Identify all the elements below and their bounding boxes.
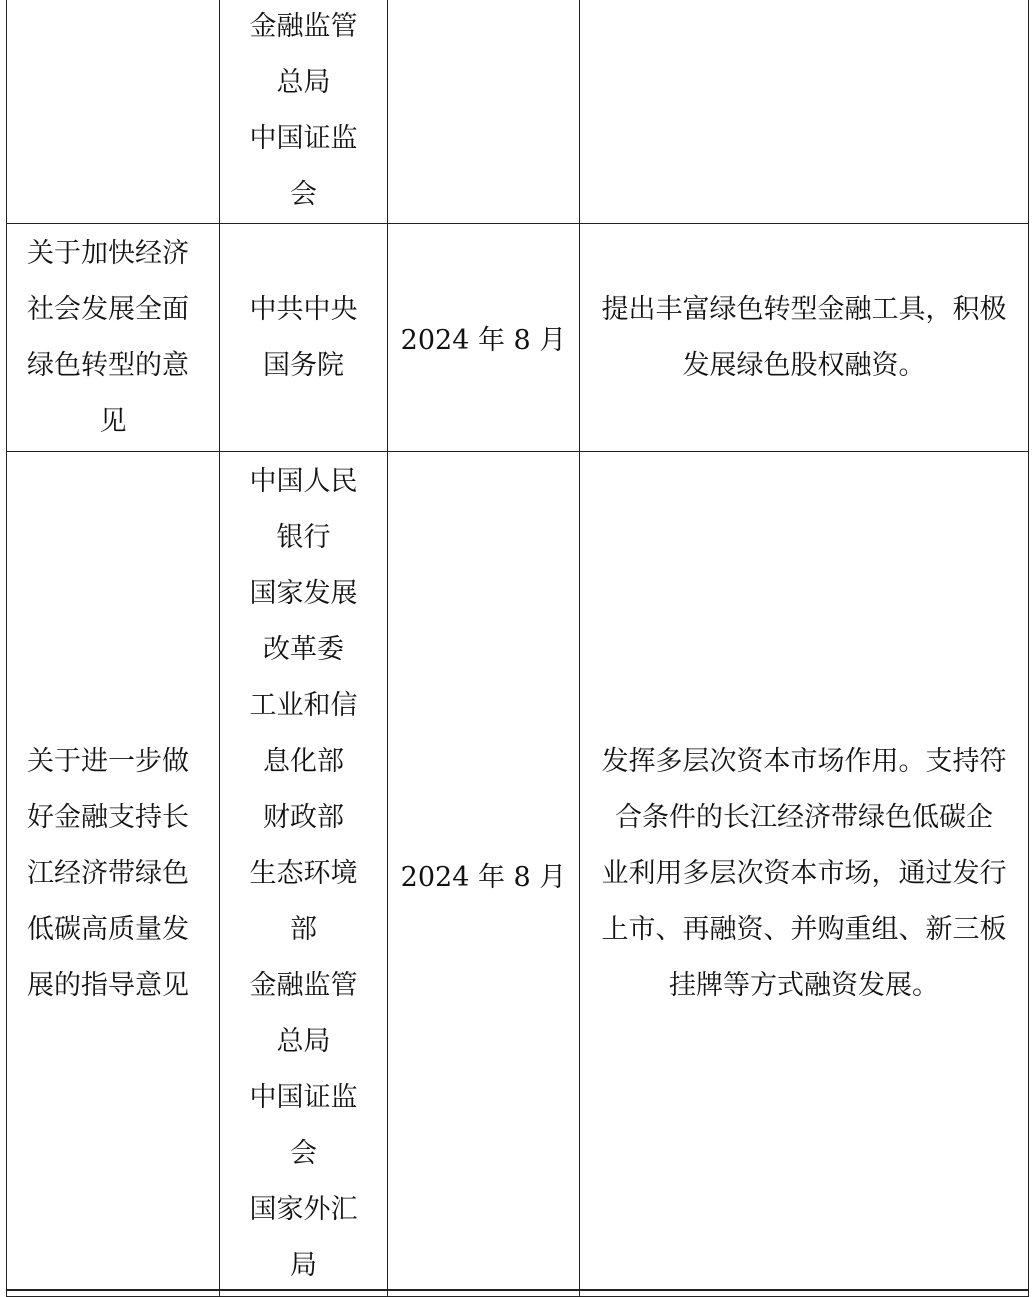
issue-date: 2024 年 8 月 bbox=[400, 861, 567, 893]
summary-line: 业利用多层次资本市场，通过发行 bbox=[601, 858, 1007, 889]
issue-date-cell bbox=[388, 452, 580, 1297]
issue-date-cell bbox=[388, 0, 580, 224]
policy-summary-cell bbox=[580, 224, 1029, 452]
issuing-agency-cell bbox=[220, 452, 388, 1297]
agency-line: 工业和信 bbox=[249, 690, 358, 721]
issue-date-cell bbox=[388, 224, 580, 452]
table-row bbox=[7, 452, 1029, 1297]
agency-line: 银行 bbox=[276, 522, 331, 553]
table-bottom-rule bbox=[6, 1289, 1028, 1291]
policy-name-line: 展的指导意见 bbox=[27, 970, 189, 1001]
agency-line: 中国证监 bbox=[249, 1082, 358, 1113]
policy-name-line: 社会发展全面 bbox=[27, 293, 189, 325]
agency-line: 生态环境 bbox=[249, 858, 358, 889]
issuing-agency-cell bbox=[220, 224, 388, 452]
policy-name-cell bbox=[7, 0, 220, 224]
agency-line: 中国人民 bbox=[249, 466, 358, 497]
agency-line: 国务院 bbox=[263, 349, 344, 381]
agency-line: 中共中央 bbox=[249, 293, 358, 325]
agency-line: 会 bbox=[290, 179, 317, 210]
table-row bbox=[7, 224, 1029, 452]
agency-line: 金融监管 bbox=[249, 970, 358, 1001]
policy-name-line: 关于加快经济 bbox=[27, 237, 189, 269]
issue-date: 2024 年 8 月 bbox=[400, 325, 567, 356]
agency-line: 金融监管 bbox=[249, 11, 358, 42]
summary-line: 挂牌等方式融资发展。 bbox=[669, 970, 939, 1001]
agency-line: 财政部 bbox=[263, 802, 344, 833]
policy-name-cell bbox=[7, 224, 220, 452]
policy-name-line: 江经济带绿色 bbox=[27, 858, 189, 889]
table-row bbox=[7, 0, 1029, 224]
policy-summary-cell bbox=[580, 0, 1029, 224]
policy-name-line: 关于进一步做 bbox=[27, 746, 189, 777]
agency-line: 息化部 bbox=[263, 746, 344, 777]
summary-line: 上市、再融资、并购重组、新三板 bbox=[601, 914, 1007, 945]
agency-line: 国家外汇 bbox=[249, 1194, 358, 1225]
agency-line: 总局 bbox=[276, 1026, 331, 1057]
summary-line: 发展绿色股权融资。 bbox=[682, 349, 926, 381]
policy-summary-cell bbox=[580, 452, 1029, 1297]
policy-name-line: 低碳高质量发 bbox=[27, 914, 189, 945]
agency-line: 局 bbox=[290, 1250, 317, 1281]
summary-line: 合条件的长江经济带绿色低碳企 bbox=[615, 802, 993, 833]
agency-line: 改革委 bbox=[263, 634, 344, 665]
policy-name-line: 绿色转型的意 bbox=[27, 349, 189, 381]
agency-line: 中国证监 bbox=[249, 123, 358, 154]
issuing-agency-cell bbox=[220, 0, 388, 224]
policy-name-line: 好金融支持长 bbox=[27, 802, 189, 833]
policy-name-line: 见 bbox=[99, 405, 127, 437]
policy-name-cell bbox=[7, 452, 220, 1297]
summary-line: 发挥多层次资本市场作用。支持符 bbox=[601, 746, 1007, 777]
agency-line: 国家发展 bbox=[249, 578, 358, 609]
policy-table bbox=[6, 0, 1029, 1297]
agency-line: 总局 bbox=[276, 67, 331, 98]
summary-line: 提出丰富绿色转型金融工具，积极 bbox=[601, 293, 1007, 325]
agency-line: 部 bbox=[290, 914, 317, 945]
agency-line: 会 bbox=[290, 1138, 317, 1169]
